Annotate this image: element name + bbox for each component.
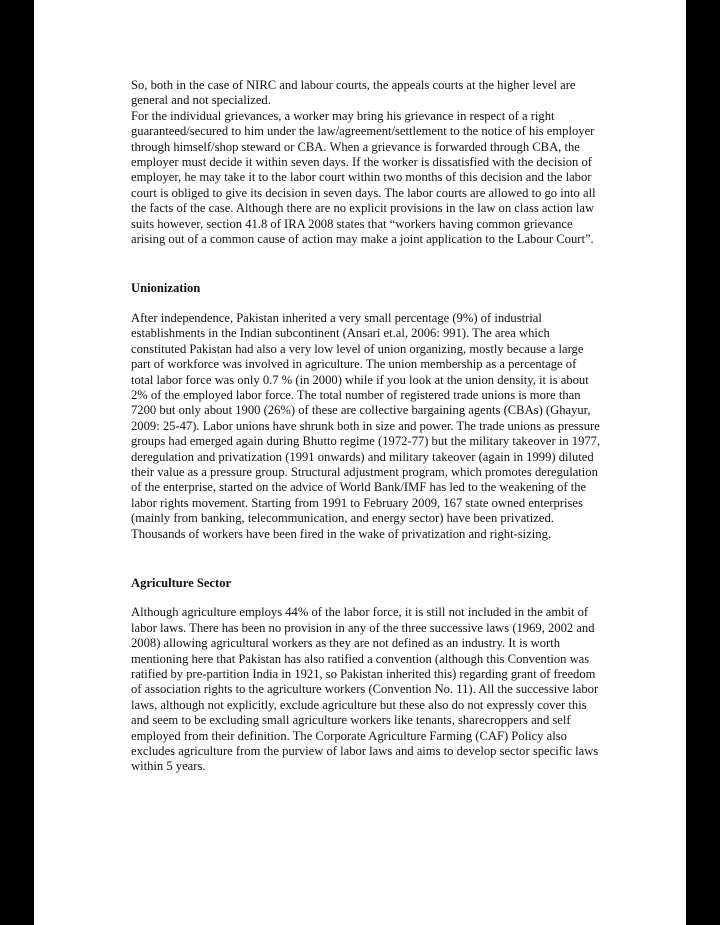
section-body-agriculture: Although agriculture employs 44% of the labor force, it is still not included in the ambit of labor laws. There has been no provision in any of the three successive laws (1969, 2002 and 2008) allowing agricultural workers as they are not defined as an industry. It is worth mentioning here that Pakistan has also ratified a convention (although this Convention was ratified by pre-partition India in 1921, so Pakistan inherited this) regarding grant of freedom of association rights to the agriculture workers (Convention No. 11). All the successive labor laws, although not explicitly, exclude agriculture but these also do not expressly cover this and seem to be excluding small agriculture workers like tenants, sharecroppers and self employed from their definition. The Corporate Agriculture Farming (CAF) Policy also excludes agriculture from the purview of labor laws and aims to develop sector specific laws within 5 years. [131, 605, 599, 774]
intro-paragraph-1: So, both in the case of NIRC and labour courts, the appeals courts at the higher level are general and not specialized. [131, 78, 576, 108]
intro-paragraph-2: For the individual grievances, a worker may bring his grievance in respect of a right guaranteed/secured to him under the law/agreement/settlement to the notice of his employer through himself/shop steward or CBA. When a grievance is forwarded through CBA, the employer must decide it within seven days. If the worker is dissatisfied with the decision of employer, he may take it to the labor court within two months of this decision and the labor court is obliged to give its decision in seven days. The labor courts are allowed to go into all the facts of the case. Although there are no explicit provisions in the law on class action law suits however, section 41.8 of IRA 2008 states that “workers having common grievance arising out of a common cause of action may make a joint application to the Labour Court”. [131, 108, 596, 247]
document-page [34, 0, 686, 925]
section-heading-unionization: Unionization [131, 281, 201, 296]
section-heading-agriculture: Agriculture Sector [131, 575, 232, 590]
section-body-unionization: After independence, Pakistan inherited a very small percentage (9%) of industrial establishments in the Indian subcontinent (Ansari et.al, 2006: 991). The area which constituted Pakistan had also a very low level of union organizing, mostly because a large part of workforce was involved in agriculture. The union membership as a percentage of total labor force was only 0.7 % (in 2000) while if you look at the union density, it is about 2% of the employed labor force. The total number of registered trade unions is more than 7200 but only about 1900 (26%) of these are collective bargaining agents (CBAs) (Ghayur, 2009: 25-47). Labor unions have shrunk both in size and power. The trade unions as pressure groups had emerged again during Bhutto regime (1972-77) but the military takeover in 1977, deregulation and privatization (1991 onwards) and military takeover (again in 1999) diluted their value as a pressure group. Structural adjustment program, which promotes deregulation of the enterprise, started on the advice of World Bank/IMF has led to the weakening of the labor rights movement. Starting from 1991 to February 2009, 167 state owned enterprises (mainly from banking, telecommunication, and energy sector) have been privatized. Thousands of workers have been fired in the wake of privatization and right-sizing. [131, 310, 601, 541]
document-body [131, 78, 601, 775]
